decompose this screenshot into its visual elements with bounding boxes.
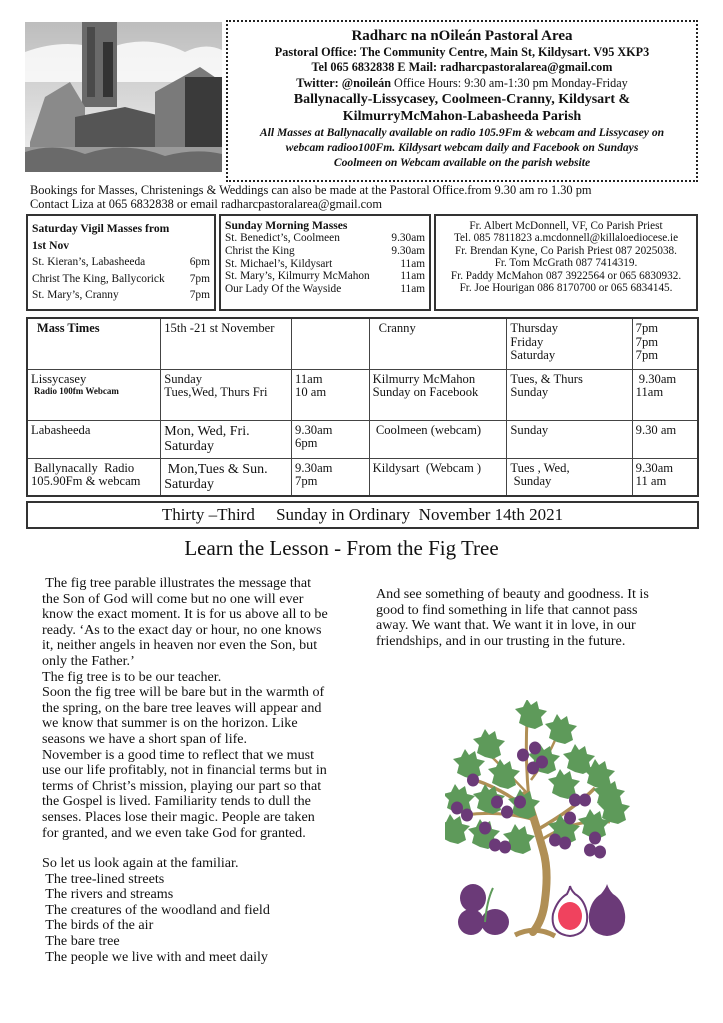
- fig-fruit: [499, 841, 511, 854]
- place-cell: Lissycasey Radio 100fm Webcam: [27, 369, 161, 420]
- office-hours: Office Hours: 9:30 am-1:30 pm Monday-Friday: [391, 76, 628, 90]
- article-line: The fig tree is to be our teacher.: [42, 668, 222, 685]
- familiar-line: The bare tree: [42, 933, 120, 950]
- blank-cell: [292, 318, 370, 369]
- fig-fruit: [491, 796, 503, 809]
- familiar-line: The tree-lined streets: [42, 870, 165, 887]
- article-line: seasons we have a short span of life.: [42, 730, 248, 747]
- week-range: 15th -21 st November: [161, 318, 292, 369]
- fig-tree-illustration: [445, 700, 685, 940]
- fig-fruit: [584, 844, 596, 857]
- sunday-time: 9.30am: [391, 232, 425, 244]
- place-cell: Kilmurry McMahon Sunday on Facebook: [369, 369, 507, 420]
- table-row: [27, 318, 698, 369]
- article-column-1: [42, 576, 360, 965]
- fig-fruit: [501, 806, 513, 819]
- place-cell: Labasheeda: [27, 420, 161, 458]
- office-contact: Tel 065 6832838 E Mail: radharcpastoralarea@gmail.com: [311, 60, 613, 74]
- priest-line: Tel. 085 7811823 a.mcdonnell@killaloediocese.ie: [453, 232, 679, 245]
- vigil-title-2: 1st Nov: [32, 239, 70, 252]
- fig-fruit: [489, 839, 501, 852]
- vigil-time: 7pm: [189, 289, 210, 301]
- fig-fruit: [467, 774, 479, 787]
- table-row: [27, 369, 698, 420]
- vigil-item: [32, 271, 210, 288]
- article-line: know the exact moment. It is for us above all to be: [42, 606, 328, 623]
- article-line: the Son of God will come but no one will ever: [42, 590, 304, 607]
- article-line: Soon the fig tree will be bare but in the warmth of: [42, 684, 325, 701]
- article-line: for granted, and we even take God for granted.: [42, 824, 306, 841]
- cranny-days: Thursday Friday Saturday: [507, 318, 632, 369]
- article-line: it, neither angels in heaven nor even the Son, but: [42, 637, 318, 654]
- mass-times-table: [26, 317, 699, 497]
- article-line: use our life profitably, not in financial terms but in: [42, 762, 327, 779]
- sunday-time: 9.30am: [391, 244, 425, 257]
- table-row: [27, 458, 698, 496]
- sunday-church: St. Benedict’s, Coolmeen: [225, 232, 340, 244]
- parishes-line-2: KilmurryMcMahon-Labasheeda Parish: [342, 109, 582, 124]
- sunday-time: 11am: [400, 283, 425, 296]
- article-line: November is a good time to reflect that we must: [42, 746, 315, 763]
- fig-leaf: [545, 714, 577, 744]
- header-title: Radharc na nOileán Pastoral Area: [351, 28, 573, 44]
- familiar-line: The creatures of the woodland and field: [42, 901, 270, 918]
- times-cell: 9.30am 11 am: [632, 458, 698, 496]
- sunday-morning-box: [219, 214, 431, 311]
- bookings-line-1: Bookings for Masses, Christenings & Weddings can also be made at the Pastoral Office.from 9.30 am ro 1.30 pm: [30, 183, 592, 197]
- vigil-title-1: Saturday Vigil Masses from: [32, 222, 170, 235]
- table-row: [27, 420, 698, 458]
- pastoral-area-header: [226, 20, 698, 182]
- article-title: Learn the Lesson - From the Fig Tree: [184, 536, 499, 560]
- vigil-church: St. Mary’s, Cranny: [32, 289, 119, 301]
- priest-line: Fr. Tom McGrath 087 7414319.: [494, 257, 638, 270]
- office-hours-line: [228, 75, 696, 91]
- priest-line: Fr. Joe Hourigan 086 8170700 or 065 6834145.: [459, 282, 673, 295]
- bookings-note: [30, 183, 720, 211]
- bookings-line-2: Contact Liza at 065 6832838 or email radharcpastoralarea@gmail.com: [30, 197, 383, 211]
- article-line: only the Father.’: [42, 652, 135, 669]
- familiar-line: The rivers and streams: [42, 886, 174, 903]
- mass-times-label: Mass Times: [27, 318, 161, 369]
- vigil-item: [32, 287, 210, 304]
- sunday-time: 11am: [400, 270, 425, 283]
- article-line: friendships, and in our trusting in the future.: [376, 632, 626, 649]
- sunday-item: [225, 283, 425, 296]
- times-cell: 9.30am 11am: [632, 369, 698, 420]
- sunday-time: 11am: [400, 257, 425, 270]
- article-line: ready. ‘As to the exact day or hour, no one knows: [42, 621, 322, 638]
- days-cell: Mon, Wed, Fri. Saturday: [161, 420, 292, 458]
- times-cell: 11am 10 am: [292, 369, 370, 420]
- parishes-line-1: Ballynacally-Lissycasey, Coolmeen-Cranny, Kildysart &: [293, 92, 631, 107]
- familiar-line: So let us look again at the familiar.: [42, 855, 239, 872]
- vigil-time: 7pm: [189, 272, 210, 285]
- vigil-item: [32, 254, 210, 271]
- place-cell: Ballynacally Radio 105.90Fm & webcam: [27, 458, 161, 496]
- sunday-item: [225, 232, 425, 245]
- article-line: away. We want that. We want it in love, in our: [376, 617, 636, 634]
- familiar-line: The birds of the air: [42, 917, 154, 934]
- sunday-item: [225, 245, 425, 258]
- fig-leaf: [473, 729, 505, 759]
- days-cell: Tues , Wed, Sunday: [507, 458, 632, 496]
- cranny-place: Cranny: [369, 318, 507, 369]
- familiar-line: The people we live with and meet daily: [42, 948, 268, 965]
- article-line: the spring, on the bare tree leaves will appear and: [42, 699, 322, 716]
- broadcast-line-1: All Masses at Ballynacally available on radio 105.9Fm & webcam and Lissycasey on: [259, 126, 665, 139]
- liturgical-sunday-banner: Thirty –Third Sunday in Ordinary November 14th 2021: [26, 501, 699, 529]
- priest-line: Fr. Paddy McMahon 087 3922564 or 065 6830932.: [450, 269, 682, 282]
- fig-fruit: [527, 762, 539, 775]
- fig-fruit: [517, 749, 529, 762]
- sunday-item: [225, 258, 425, 271]
- days-cell: Mon,Tues & Sun. Saturday: [161, 458, 292, 496]
- article-line: terms of Christ’s mission, playing our part so that: [42, 777, 322, 794]
- sunday-church: Our Lady Of the Wayside: [225, 283, 342, 296]
- sunday-title: Sunday Morning Masses: [225, 219, 348, 232]
- article-line: senses. Places lose their magic. People are taken: [42, 808, 315, 825]
- fig-fruit: [451, 802, 463, 815]
- fig-fruit: [461, 809, 473, 822]
- sunday-church: St. Mary’s, Kilmurry McMahon: [225, 270, 370, 283]
- fig-fruit: [594, 846, 606, 859]
- fig-fruit: [559, 837, 571, 850]
- days-cell: Tues, & Thurs Sunday: [507, 369, 632, 420]
- priests-contact-box: [434, 214, 698, 311]
- saturday-vigil-box: [26, 214, 216, 311]
- place-cell: Coolmeen (webcam): [369, 420, 507, 458]
- fig-leaf: [488, 759, 520, 789]
- office-address: Pastoral Office: The Community Centre, Main St, Kildysart. V95 XKP3: [274, 45, 650, 59]
- broadcast-line-2: webcam radioo100Fm. Kildysart webcam daily and Facebook on Sundays: [285, 141, 639, 154]
- sunday-item: [225, 270, 425, 283]
- fig-fruit: [564, 812, 576, 825]
- vigil-church: Christ The King, Ballycorick: [32, 272, 165, 285]
- article-column-2: [376, 587, 696, 649]
- article-line: the Gospel is lived. Familiarity tends to dull the: [42, 793, 311, 810]
- priest-line: Fr. Albert McDonnell, VF, Co Parish Priest: [469, 220, 663, 232]
- fig-fruit: [579, 794, 591, 807]
- days-cell: Sunday Tues,Wed, Thurs Fri: [161, 369, 292, 420]
- times-cell: 9.30am 6pm: [292, 420, 370, 458]
- times-cell: 9.30am 7pm: [292, 458, 370, 496]
- fig-leaf: [515, 700, 547, 729]
- times-cell: 9.30 am: [632, 420, 698, 458]
- fig-fruit: [514, 796, 526, 809]
- church-ruin-illustration: [25, 22, 222, 172]
- twitter-handle: Twitter: @noileán: [296, 76, 391, 90]
- sunday-church: St. Michael’s, Kildysart: [225, 257, 333, 270]
- sunday-church: Christ the King: [225, 244, 295, 257]
- days-cell: Sunday: [507, 420, 632, 458]
- article-line: The fig tree parable illustrates the message that: [42, 575, 311, 591]
- fig-fruit: [529, 742, 541, 755]
- cranny-times: 7pm 7pm 7pm: [632, 318, 698, 369]
- priest-line: Fr. Brendan Kyne, Co Parish Priest 087 2025038.: [455, 244, 677, 257]
- article-line: And see something of beauty and goodness. It is: [376, 586, 649, 602]
- vigil-church: St. Kieran’s, Labasheeda: [32, 256, 146, 268]
- fig-fruit: [479, 822, 491, 835]
- broadcast-line-3: Coolmeen on Webcam available on the parish website: [333, 156, 591, 169]
- vigil-time: 6pm: [189, 256, 210, 268]
- article-line: we know that summer is on the horizon. Like: [42, 715, 298, 732]
- fig-fruit: [589, 832, 601, 845]
- article-line: good to find something in life that cannot pass: [376, 601, 638, 618]
- place-cell: Kildysart (Webcam ): [369, 458, 507, 496]
